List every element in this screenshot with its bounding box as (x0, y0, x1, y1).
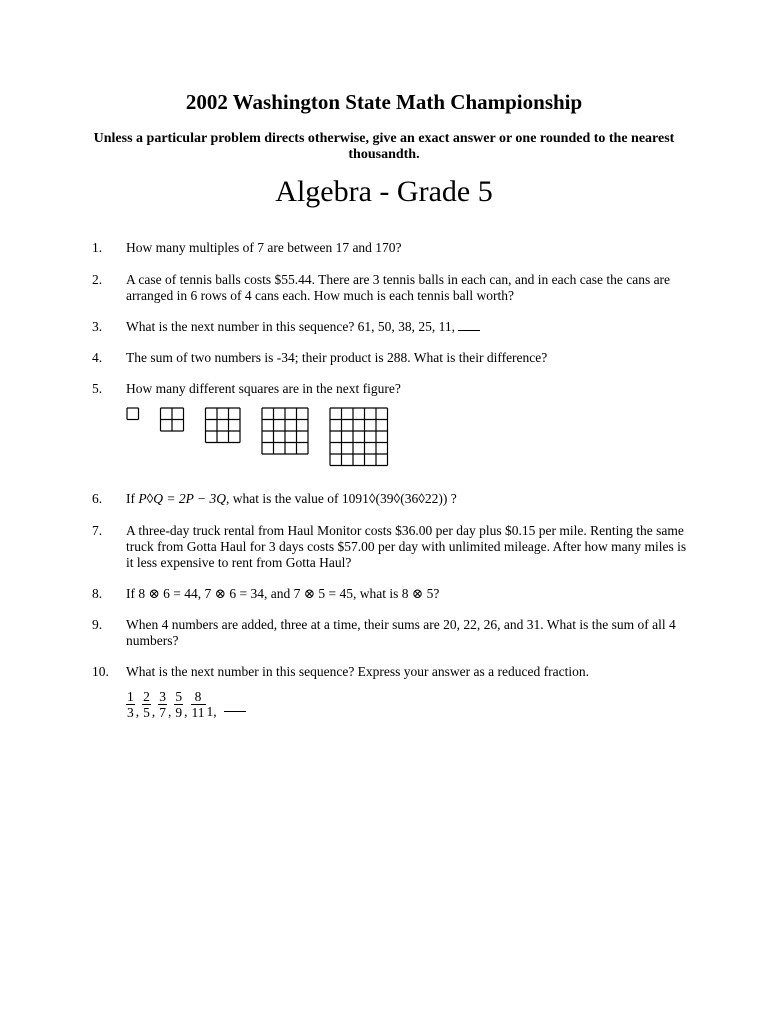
problem-text: The sum of two numbers is -34; their product is 288. What is their difference? (126, 350, 548, 365)
comma: , (184, 703, 188, 719)
numerator: 3 (159, 689, 166, 704)
numerator: 5 (175, 689, 183, 704)
problem-2 (92, 272, 692, 304)
numerator: 2 (143, 689, 150, 704)
fraction (158, 689, 167, 720)
problem-number: 6. (92, 491, 103, 506)
problem-text: What is the next number in this sequence? Express your answer as a reduced fraction. (126, 664, 589, 679)
fraction (126, 689, 135, 720)
fraction (191, 689, 206, 720)
sequence-tail: 1, (206, 703, 217, 719)
problem-number: 8. (92, 586, 103, 601)
answer-blank (458, 330, 480, 331)
problem-8 (92, 586, 692, 602)
denominator: 9 (175, 705, 183, 720)
problem-text: A three-day truck rental from Haul Monitor costs $36.00 per day plus $0.15 per mile. Renting the same truck from Gotta Haul for 3 days costs $57.00 per day with unlimited mileage. After how many miles is it less expensive to rent from Gotta Haul? (126, 523, 687, 570)
fraction-sequence (126, 689, 692, 725)
problem-text: A case of tennis balls costs $55.44. There are 3 tennis balls in each can, and in each case the cans are arranged in 6 rows of 4 cans each. How much is each tennis ball worth? (126, 272, 671, 303)
problem-number: 9. (92, 617, 103, 632)
problem-number: 7. (92, 523, 103, 538)
square-grid-5x5 (330, 408, 388, 466)
comma: , (151, 703, 156, 719)
squares-grid-svg (126, 407, 426, 471)
answer-blank (224, 711, 246, 712)
comma: , (168, 703, 172, 719)
problem-list (92, 240, 692, 725)
instructions: Unless a particular problem directs otherwise, give an exact answer or one rounded to the nearest thousandth. (93, 131, 675, 162)
problem-number: 2. (92, 272, 103, 287)
fraction (142, 689, 151, 720)
operation-formula: P◊Q = 2P − 3Q (138, 491, 227, 506)
problem-6 (92, 491, 692, 507)
problem-9 (92, 617, 692, 649)
problem-7 (92, 523, 692, 571)
problem-text-wrap (126, 319, 692, 335)
square-grid-2x2 (161, 408, 184, 431)
problem-3 (92, 319, 692, 335)
problem-text-prefix: If (126, 491, 139, 506)
problem-text-wrap (126, 491, 692, 507)
problem-text: How many different squares are in the next figure? (126, 381, 401, 396)
problem-text: What is the next number in this sequence? 61, 50, 38, 25, 11, (126, 319, 459, 334)
problem-number: 4. (92, 350, 103, 365)
problem-number: 3. (92, 319, 103, 334)
problem-4 (92, 350, 692, 366)
section-title: Algebra - Grade 5 (275, 175, 493, 208)
page-title: 2002 Washington State Math Championship (185, 90, 583, 114)
denominator: 11 (191, 705, 205, 720)
problem-1 (92, 240, 692, 256)
comma: , (135, 703, 140, 719)
problem-10 (92, 664, 692, 725)
fraction (174, 689, 183, 720)
numerator: 8 (191, 689, 206, 705)
denominator: 7 (159, 705, 166, 720)
problem-text: If 8 ⊗ 6 = 44, 7 ⊗ 6 = 34, and 7 ⊗ 5 = 45, what is 8 ⊗ 5? (126, 586, 440, 601)
numerator: 1 (127, 689, 134, 704)
denominator: 3 (127, 705, 134, 720)
problem-number: 5. (92, 381, 103, 396)
problem-text-suffix: , what is the value of 1091◊(39◊(36◊22)) ? (226, 491, 457, 506)
square-grid-1x1 (127, 408, 139, 420)
squares-figure (126, 407, 692, 471)
problem-number: 1. (92, 240, 103, 255)
problem-text: When 4 numbers are added, three at a time, their sums are 20, 22, 26, and 31. What is the sum of all 4 numbers? (126, 617, 676, 648)
square-grid-3x3 (206, 408, 241, 443)
problem-5 (92, 381, 692, 471)
problem-number: 10. (92, 664, 109, 679)
problem-text: How many multiples of 7 are between 17 and 170? (126, 240, 402, 255)
denominator: 5 (143, 705, 150, 720)
square-grid-4x4 (262, 408, 308, 454)
